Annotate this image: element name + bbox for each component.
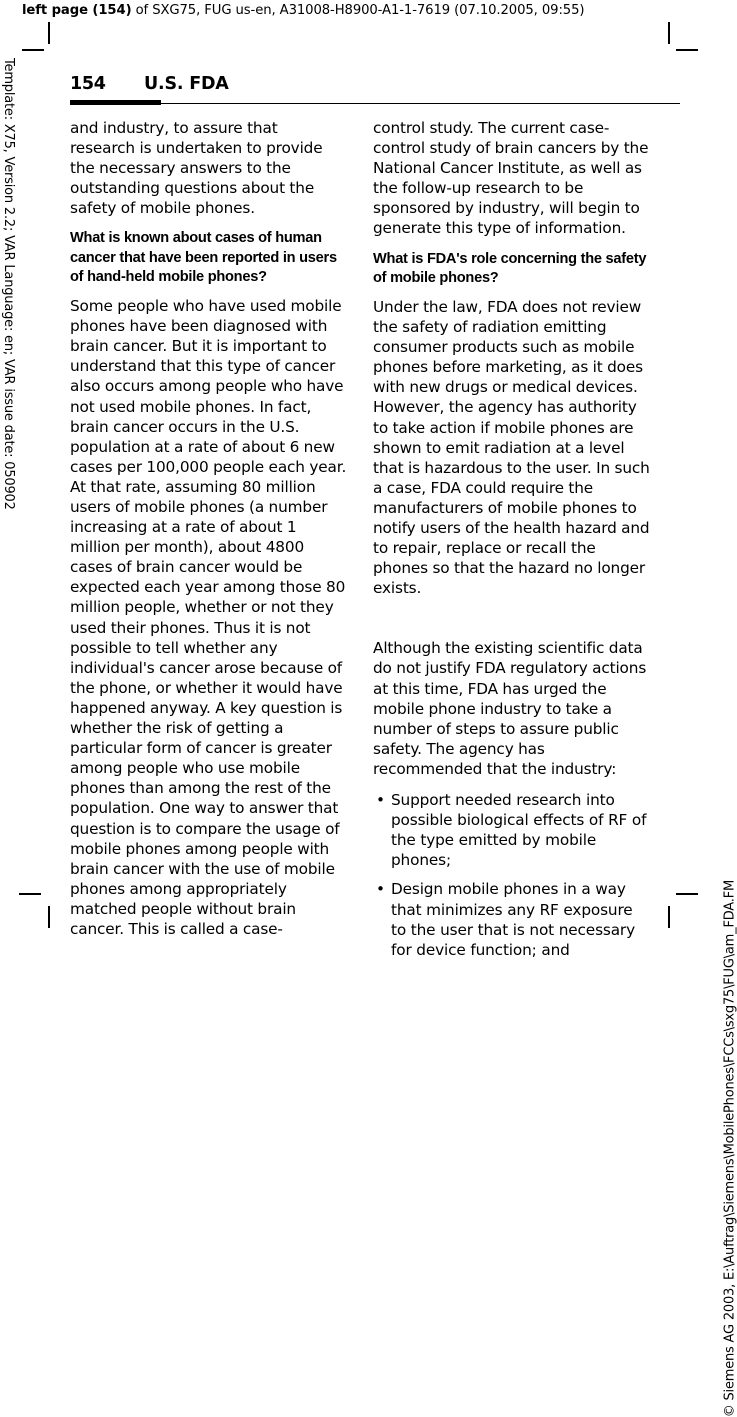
- bullet-icon: •: [376, 880, 385, 899]
- body-columns: [70, 118, 680, 959]
- crop-mark-top-left-vertical: [48, 22, 50, 44]
- list-item: [373, 879, 650, 959]
- bullet-icon: •: [376, 791, 385, 810]
- header-rule-thin-segment: [161, 103, 680, 104]
- paragraph-although-scientific-data: Although the existing scientific data do not justify FDA regulatory actions at this time, FDA has urged the mobile phone industry to take a number of steps to assure public safety. The agency has recommended that the industry:: [373, 639, 647, 778]
- list-item: [373, 790, 650, 870]
- recommendation-list: [373, 790, 650, 960]
- subheading-human-cancer-cases: What is known about cases of human cancer that have been reported in users of hand-held mobile phones?: [70, 230, 337, 285]
- print-header-page-label: left page (154): [22, 3, 132, 18]
- paragraph-spacer: [373, 609, 650, 627]
- side-caption-left-template-info: Template: X75, Version 2.2; VAR Language: en; VAR issue date: 050902: [1, 58, 16, 510]
- print-header-details: of SXG75, FUG us-en, A31008-H8900-A1-1-7619 (07.10.2005, 09:55): [131, 3, 585, 18]
- column-left: [70, 118, 347, 938]
- list-item-label: Design mobile phones in a way that minimizes any RF exposure to the user that is not necessary for device function; and: [391, 880, 635, 959]
- header-rule-thick-segment: [70, 100, 161, 105]
- paragraph-under-the-law: Under the law, FDA does not review the safety of radiation emitting consumer products such as mobile phones before marketing, as it does with new drugs or medical devices. However, the agency has authority to take action if mobile phones are shown to emit radiation at a level that is hazardous to the user. In such a case, FDA could require the manufacturers of mobile phones to notify users of the health hazard and to repair, replace or recall the phones so that the hazard no longer exists.: [373, 297, 650, 598]
- crop-mark-bottom-left-horizontal: [19, 893, 41, 895]
- chapter-title: U.S. FDA: [144, 74, 229, 94]
- crop-mark-bottom-left-vertical: [48, 906, 50, 928]
- running-head: [70, 74, 680, 98]
- column-right: [373, 118, 650, 959]
- crop-mark-top-left-horizontal: [22, 49, 44, 51]
- subheading-fda-role: What is FDA's role concerning the safety of mobile phones?: [373, 250, 647, 286]
- header-rule: [70, 100, 680, 106]
- paragraph-control-study: control study. The current case-control study of brain cancers by the National Cancer Institute, as well as the follow-up research to be sponsored by industry, will begin to generate this type of information.: [373, 119, 649, 238]
- crop-mark-bottom-right-vertical: [668, 906, 670, 928]
- list-item-label: Support needed research into possible biological effects of RF of the type emitted by mobile phones;: [391, 791, 647, 870]
- side-caption-right-copyright-path: © Siemens AG 2003, E:\Auftrag\Siemens\MobilePhones\FCCs\sxg75\FUG\am_FDA.FM: [722, 880, 737, 1417]
- paragraph-cancer-cases: Some people who have used mobile phones have been diagnosed with brain cancer. But it is important to understand that this type of cancer also occurs among people who have not used mobile phones. In fact, brain cancer occurs in the U.S. population at a rate of about 6 new cases per 100,000 people each year. At that rate, assuming 80 million users of mobile phones (a number increasing at a rate of about 1 million per month), about 4800 cases of brain cancer would be expected each year among those 80 million people, whether or not they used their phones. Thus it is not possible to tell whether any individual's cancer arose because of the phone, or whether it would have happened anyway. A key question is whether the risk of getting a particular form of cancer is greater among people who use mobile phones than among the rest of the population. One way to answer that question is to compare the usage of mobile phones among people with brain cancer with the use of mobile phones among appropriately matched people without brain cancer. This is called a case-: [70, 297, 347, 938]
- page-number: 154: [70, 74, 106, 94]
- crop-mark-top-right-horizontal: [676, 49, 698, 51]
- paragraph-continued: and industry, to assure that research is undertaken to provide the necessary answers to the outstanding questions about the safety of mobile phones.: [70, 119, 323, 218]
- print-header: [22, 3, 584, 19]
- crop-mark-top-right-vertical: [668, 22, 670, 44]
